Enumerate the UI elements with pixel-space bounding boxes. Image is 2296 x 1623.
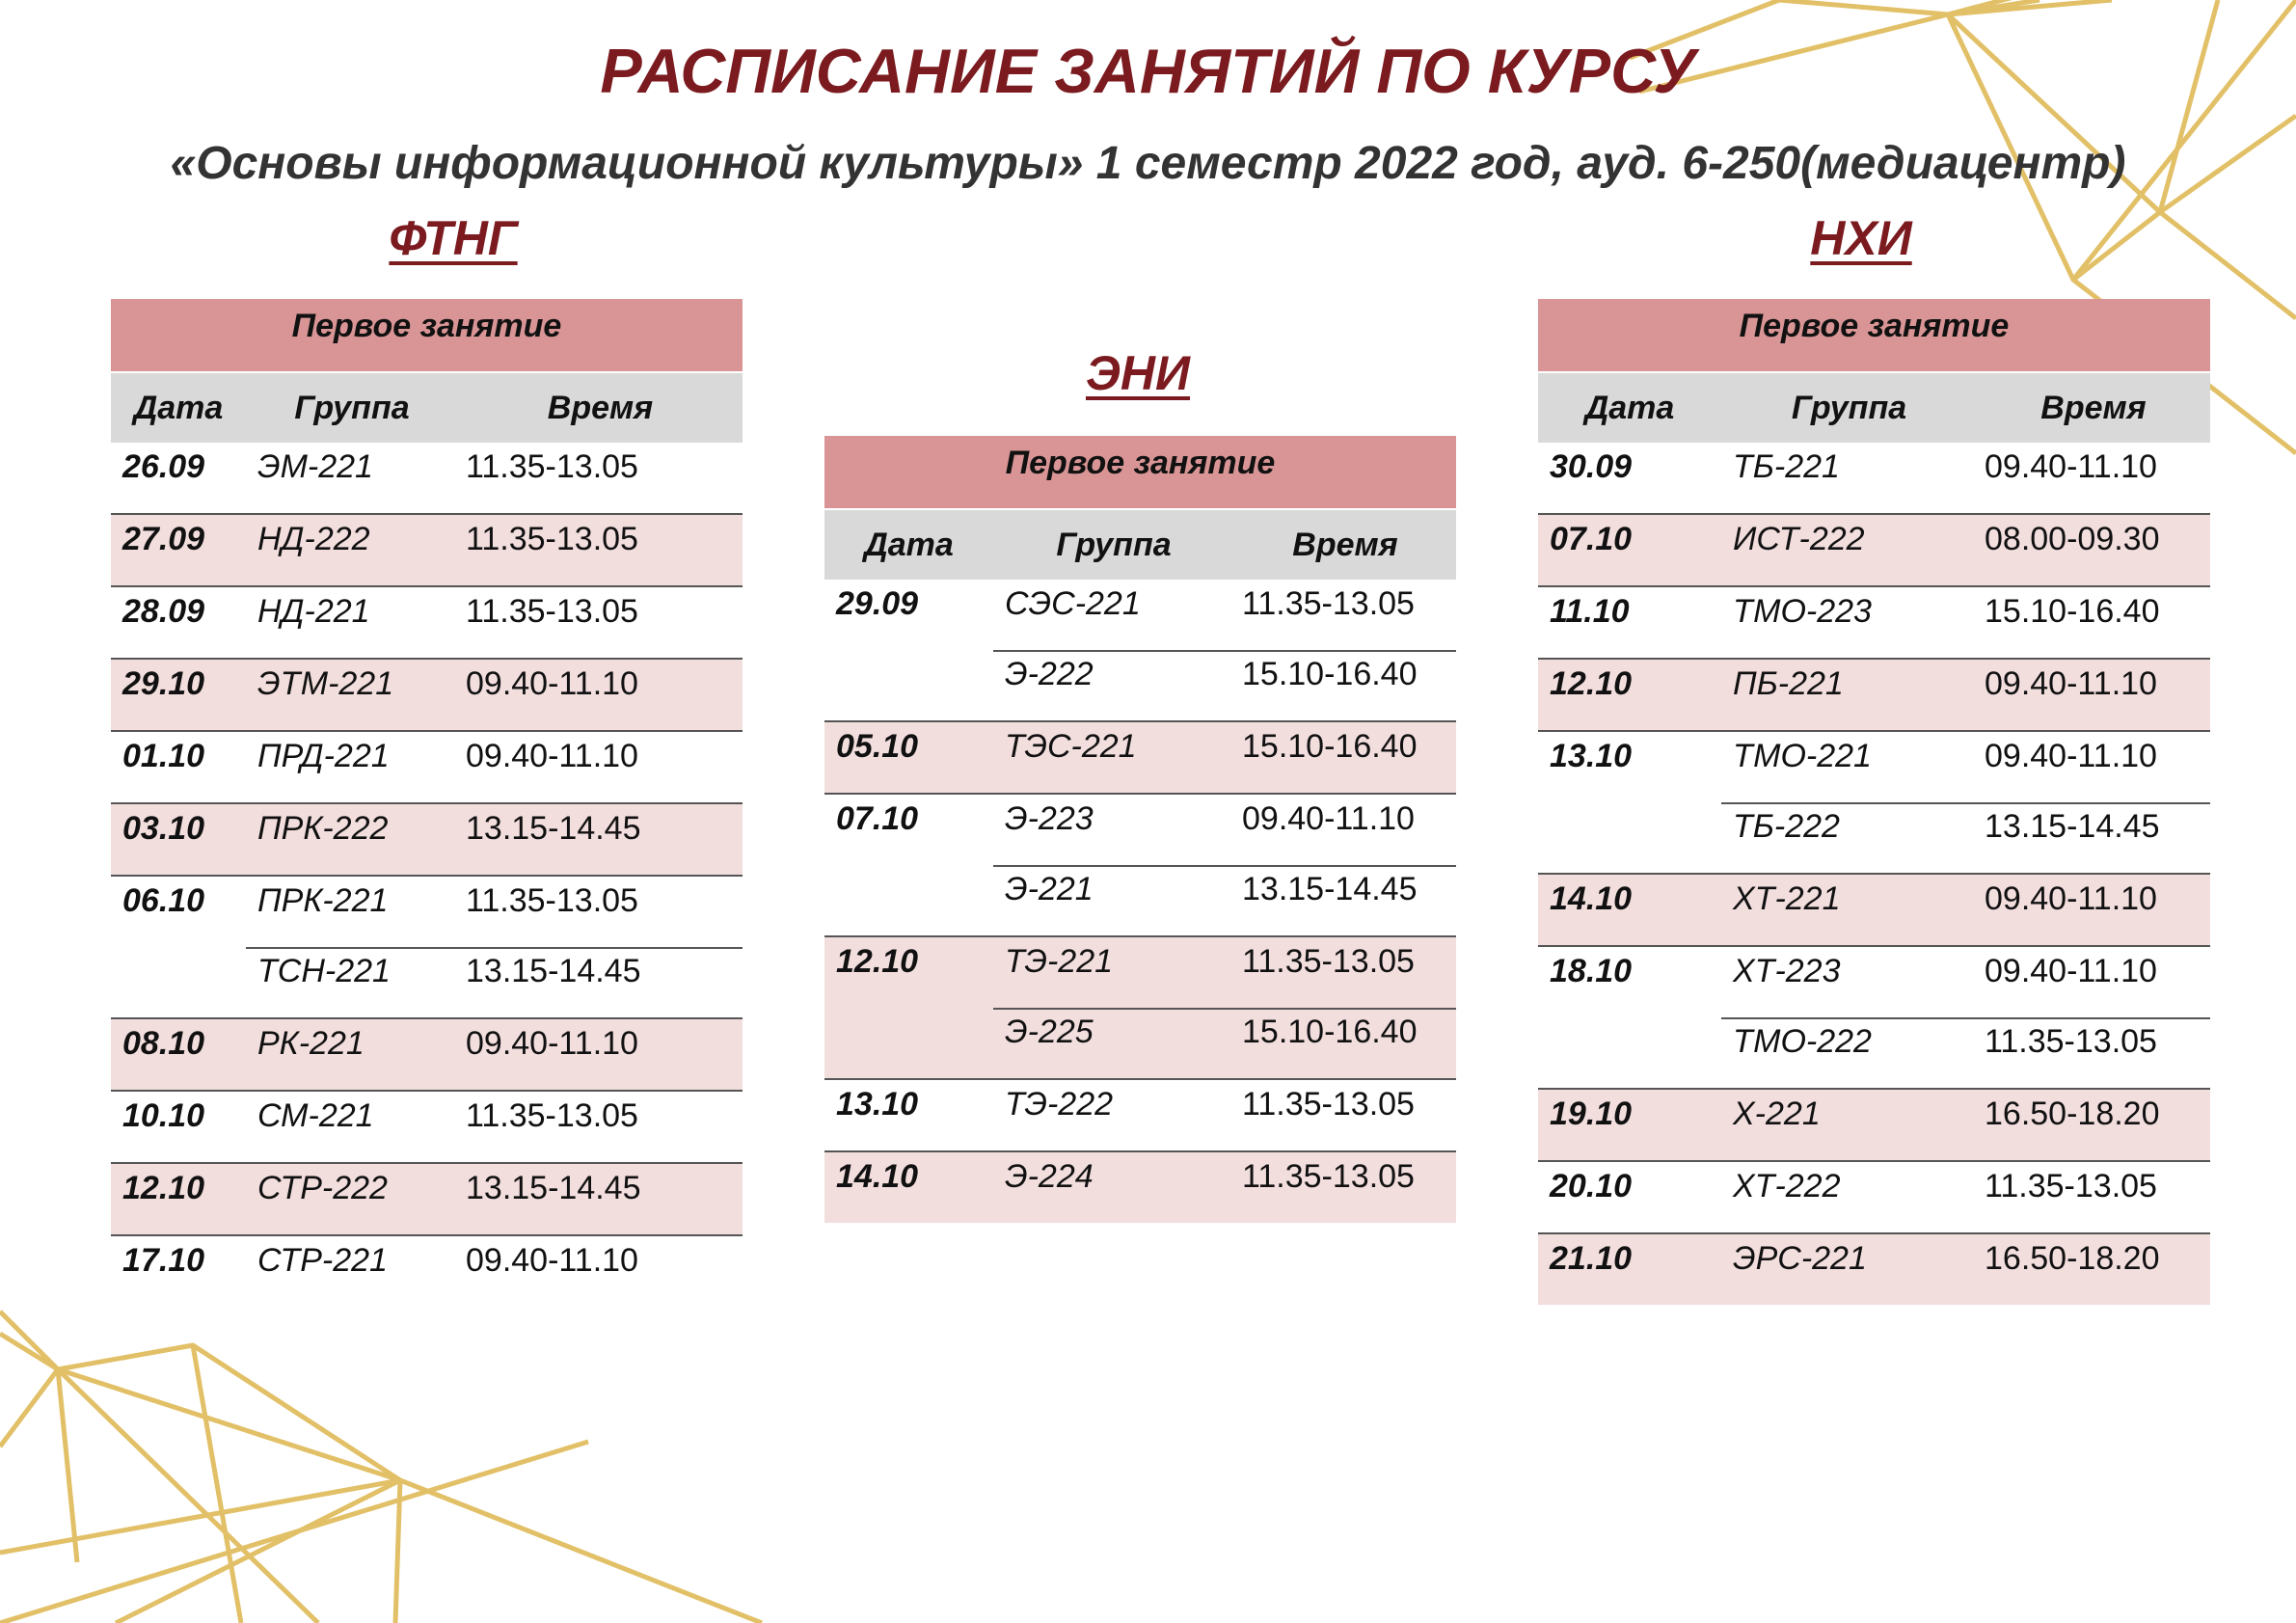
column-header-date: Дата <box>864 526 954 563</box>
date-cell: 12.10 <box>122 1170 205 1206</box>
time-cell: 16.50-18.20 <box>1985 1240 2160 1277</box>
date-cell: 13.10 <box>1550 738 1633 774</box>
table-row <box>824 1078 1456 1150</box>
date-cell: 07.10 <box>836 800 919 837</box>
column-header-time: Время <box>2040 389 2147 426</box>
column-header-date: Дата <box>133 389 224 426</box>
first-lesson-banner: Первое занятие <box>1538 299 2210 371</box>
date-cell: 19.10 <box>1550 1096 1633 1132</box>
group-cell: ПРК-222 <box>257 810 389 847</box>
group-cell: ЭТМ-221 <box>257 665 394 702</box>
date-cell: 01.10 <box>122 738 205 774</box>
schedule-table-nhi <box>1538 299 2210 1305</box>
group-cell: РК-221 <box>257 1025 365 1062</box>
date-cell: 14.10 <box>1550 880 1633 917</box>
table-row <box>1538 1160 2210 1232</box>
group-cell: Х-221 <box>1733 1096 1821 1132</box>
group-cell: СТР-222 <box>257 1170 388 1206</box>
first-lesson-banner: Первое занятие <box>824 436 1456 508</box>
table-header-row <box>111 371 743 443</box>
table-row <box>1538 730 2210 802</box>
time-cell: 11.35-13.05 <box>1985 1168 2157 1204</box>
group-cell: ТЭ-221 <box>1005 943 1114 980</box>
date-cell <box>111 947 246 953</box>
table-row <box>1538 443 2210 513</box>
time-cell: 13.15-14.45 <box>466 810 641 847</box>
date-cell: 17.10 <box>122 1242 205 1279</box>
group-cell: Э-225 <box>1005 1014 1094 1050</box>
date-cell: 11.10 <box>1550 593 1630 630</box>
time-cell: 08.00-09.30 <box>1985 521 2160 557</box>
time-cell: 09.40-11.10 <box>466 1025 638 1062</box>
date-cell <box>1538 1017 1721 1023</box>
table-row <box>111 1090 743 1162</box>
time-cell: 15.10-16.40 <box>1242 728 1418 765</box>
section-heading-ftng: ФТНГ <box>389 211 518 265</box>
group-cell: ТЭС-221 <box>1005 728 1137 765</box>
group-cell: ПБ-221 <box>1733 665 1844 702</box>
table-row <box>1538 1088 2210 1160</box>
time-cell: 11.35-13.05 <box>1242 1086 1415 1123</box>
column-header-group: Группа <box>1056 526 1172 563</box>
date-cell: 12.10 <box>1550 665 1633 702</box>
time-cell: 15.10-16.40 <box>1985 593 2160 630</box>
group-cell: ТМО-223 <box>1733 593 1872 630</box>
date-cell: 03.10 <box>122 810 205 847</box>
group-cell: Э-222 <box>1005 656 1094 692</box>
table-row <box>111 443 743 513</box>
table-row <box>1538 585 2210 658</box>
table-row <box>1538 945 2210 1017</box>
first-lesson-banner: Первое занятие <box>111 299 743 371</box>
table-row <box>824 1150 1456 1223</box>
table-row <box>1538 802 2210 873</box>
group-cell: ТБ-222 <box>1733 808 1840 845</box>
date-cell <box>824 650 993 656</box>
time-cell: 15.10-16.40 <box>1242 656 1418 692</box>
time-cell: 11.35-13.05 <box>1242 1158 1415 1195</box>
schedule-table-eni <box>824 436 1456 1223</box>
table-row <box>1538 1017 2210 1088</box>
date-cell: 05.10 <box>836 728 919 765</box>
table-row <box>111 802 743 875</box>
column-header-group: Группа <box>1791 389 1907 426</box>
date-cell: 27.09 <box>122 521 205 557</box>
date-cell: 26.09 <box>122 448 205 485</box>
section-heading-eni: ЭНИ <box>1085 346 1190 400</box>
column-header-time: Время <box>1292 526 1398 563</box>
group-cell: ТБ-221 <box>1733 448 1840 485</box>
group-cell: ТСН-221 <box>257 953 391 989</box>
group-cell: ТМО-221 <box>1733 738 1872 774</box>
time-cell: 13.15-14.45 <box>1242 871 1418 907</box>
date-cell: 20.10 <box>1550 1168 1633 1204</box>
date-cell: 12.10 <box>836 943 919 980</box>
table-row <box>111 1162 743 1234</box>
time-cell: 09.40-11.10 <box>1985 738 2157 774</box>
table-row <box>111 1234 743 1307</box>
date-cell <box>1538 802 1721 808</box>
time-cell: 13.15-14.45 <box>1985 808 2160 845</box>
time-cell: 09.40-11.10 <box>1985 953 2157 989</box>
time-cell: 09.40-11.10 <box>1985 448 2157 485</box>
time-cell: 13.15-14.45 <box>466 1170 641 1206</box>
date-cell: 30.09 <box>1550 448 1633 485</box>
table-header-row <box>824 508 1456 580</box>
time-cell: 16.50-18.20 <box>1985 1096 2160 1132</box>
time-cell: 11.35-13.05 <box>466 448 638 485</box>
page-title: РАСПИСАНИЕ ЗАНЯТИЙ ПО КУРСУ <box>600 36 1696 106</box>
group-cell: СТР-221 <box>257 1242 388 1279</box>
table-row <box>824 580 1456 650</box>
table-row <box>111 947 743 1017</box>
group-cell: ХТ-221 <box>1733 880 1841 917</box>
time-cell: 11.35-13.05 <box>1242 585 1415 622</box>
date-cell <box>824 1008 993 1014</box>
time-cell: 09.40-11.10 <box>1985 880 2157 917</box>
table-row <box>111 730 743 802</box>
column-header-time: Время <box>547 389 654 426</box>
group-cell: НД-222 <box>257 521 370 557</box>
time-cell: 09.40-11.10 <box>466 738 638 774</box>
date-cell: 21.10 <box>1550 1240 1633 1277</box>
time-cell: 11.35-13.05 <box>1985 1023 2157 1060</box>
page-subtitle: «Основы информационной культуры» 1 семестр 2022 год, ауд. 6-250(медиацентр) <box>170 138 2126 189</box>
date-cell: 14.10 <box>836 1158 919 1195</box>
date-cell: 08.10 <box>122 1025 205 1062</box>
table-row <box>111 875 743 947</box>
table-row <box>824 720 1456 793</box>
column-header-date: Дата <box>1584 389 1675 426</box>
group-cell: Э-221 <box>1005 871 1094 907</box>
group-cell: ПРК-221 <box>257 882 389 919</box>
time-cell: 11.35-13.05 <box>1242 943 1415 980</box>
table-row <box>824 1008 1456 1078</box>
date-cell: 13.10 <box>836 1086 919 1123</box>
date-cell: 06.10 <box>122 882 205 919</box>
table-row <box>1538 513 2210 585</box>
date-cell: 29.09 <box>836 585 919 622</box>
group-cell: ТМО-222 <box>1733 1023 1872 1060</box>
date-cell: 10.10 <box>122 1097 205 1134</box>
time-cell: 09.40-11.10 <box>1985 665 2157 702</box>
time-cell: 11.35-13.05 <box>466 882 638 919</box>
time-cell: 11.35-13.05 <box>466 593 638 630</box>
time-cell: 09.40-11.10 <box>1242 800 1415 837</box>
date-cell: 07.10 <box>1550 521 1633 557</box>
column-header-group: Группа <box>294 389 410 426</box>
table-row <box>111 658 743 730</box>
time-cell: 11.35-13.05 <box>466 521 638 557</box>
group-cell: СМ-221 <box>257 1097 374 1134</box>
schedule-table-ftng <box>111 299 743 1307</box>
group-cell: ЭРС-221 <box>1733 1240 1867 1277</box>
time-cell: 11.35-13.05 <box>466 1097 638 1134</box>
group-cell: НД-221 <box>257 593 370 630</box>
group-cell: ТЭ-222 <box>1005 1086 1114 1123</box>
date-cell: 18.10 <box>1550 953 1633 989</box>
date-cell <box>824 865 993 871</box>
section-heading-nhi: НХИ <box>1810 211 1912 265</box>
time-cell: 13.15-14.45 <box>466 953 641 989</box>
time-cell: 09.40-11.10 <box>466 665 638 702</box>
time-cell: 09.40-11.10 <box>466 1242 638 1279</box>
date-cell: 29.10 <box>122 665 205 702</box>
table-row <box>824 650 1456 720</box>
table-row <box>1538 658 2210 730</box>
table-row <box>1538 873 2210 945</box>
group-cell: СЭС-221 <box>1005 585 1141 622</box>
table-row <box>824 865 1456 935</box>
group-cell: ПРД-221 <box>257 738 390 774</box>
group-cell: ЭМ-221 <box>257 448 373 485</box>
group-cell: ХТ-222 <box>1733 1168 1841 1204</box>
table-row <box>111 585 743 658</box>
table-row <box>111 1017 743 1090</box>
table-row <box>111 513 743 585</box>
table-header-row <box>1538 371 2210 443</box>
group-cell: ИСТ-222 <box>1733 521 1865 557</box>
time-cell: 15.10-16.40 <box>1242 1014 1418 1050</box>
table-row <box>824 935 1456 1008</box>
date-cell: 28.09 <box>122 593 205 630</box>
table-row <box>1538 1232 2210 1305</box>
group-cell: Э-224 <box>1005 1158 1094 1195</box>
table-row <box>824 793 1456 865</box>
group-cell: ХТ-223 <box>1733 953 1841 989</box>
group-cell: Э-223 <box>1005 800 1094 837</box>
